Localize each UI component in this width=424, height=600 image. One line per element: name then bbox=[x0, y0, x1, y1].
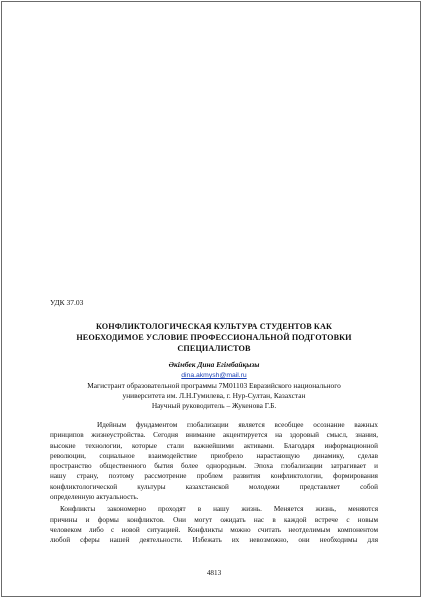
title-line: СПЕЦИАЛИСТОВ bbox=[177, 344, 251, 353]
text-line: любой сферы нашей деятельности. Избежать их невозможно, они необходимы для bbox=[50, 536, 378, 545]
title-line: НЕОБХОДИМОЕ УСЛОВИЕ ПРОФЕССИОНАЛЬНОЙ ПОДГОТОВКИ bbox=[76, 333, 352, 342]
text-line: Идейным фундаментом глобализации является всеобщее осознание важных bbox=[97, 421, 378, 429]
author-block bbox=[44, 360, 384, 411]
paragraph-1 bbox=[50, 420, 378, 502]
title-line: КОНФЛИКТОЛОГИЧЕСКАЯ КУЛЬТУРА СТУДЕНТОВ КАК bbox=[95, 322, 333, 331]
text-line: конфликтологической культуры казахстанской молодежи представляет собой bbox=[50, 482, 378, 491]
text-line: принципов жизнеустройства. Сегодня внимание акцентируется на здоровый смысл, знания, bbox=[50, 431, 378, 440]
paper-title bbox=[44, 321, 384, 354]
text-line: определенную актуальность. bbox=[50, 493, 139, 502]
text-line: революции, социальное взаимодействие приобрело нарастающую динамику, сделав bbox=[50, 451, 378, 460]
author-name: Әкімбек Дина Егімбайқызы bbox=[168, 360, 260, 369]
author-email-link[interactable]: dina.akmysh@mail.ru bbox=[181, 372, 247, 379]
text-line: нашу страну, поэтому рассмотрение проблем развития конфликтологии, формирования bbox=[50, 472, 378, 481]
document-page bbox=[1, 1, 421, 597]
affiliation-line: университета им. Л.Н.Гумилева, г. Нур-Султан, Казахстан bbox=[122, 391, 306, 400]
page-number: 4813 bbox=[206, 569, 222, 577]
supervisor-line: Научный руководитель – Жукенова Г.Б. bbox=[151, 401, 277, 410]
paragraph-2 bbox=[50, 504, 378, 545]
text-line: высокие технологии, которые стали важнейшими активами. Благодаря информационной bbox=[50, 441, 378, 450]
text-line: причины и формы конфликтов. Они могут ожидать нас в каждой встрече с новым bbox=[50, 515, 378, 524]
affiliation-line: Магистрант образовательной программы 7М01103 Евразийского национального bbox=[87, 381, 341, 390]
text-line: человеком либо с новой ситуацией. Конфликты можно считать неотделимым компонентом bbox=[50, 525, 378, 534]
udk-code: УДК 37.03 bbox=[50, 298, 84, 307]
body-text bbox=[50, 420, 378, 546]
text-line: Конфликты закономерно проходят в нашу жизнь. Меняется жизнь, меняются bbox=[60, 505, 378, 514]
text-line: пространство общественного бытия более однородным. Эпоха глобализации затрагивает и bbox=[50, 462, 378, 471]
